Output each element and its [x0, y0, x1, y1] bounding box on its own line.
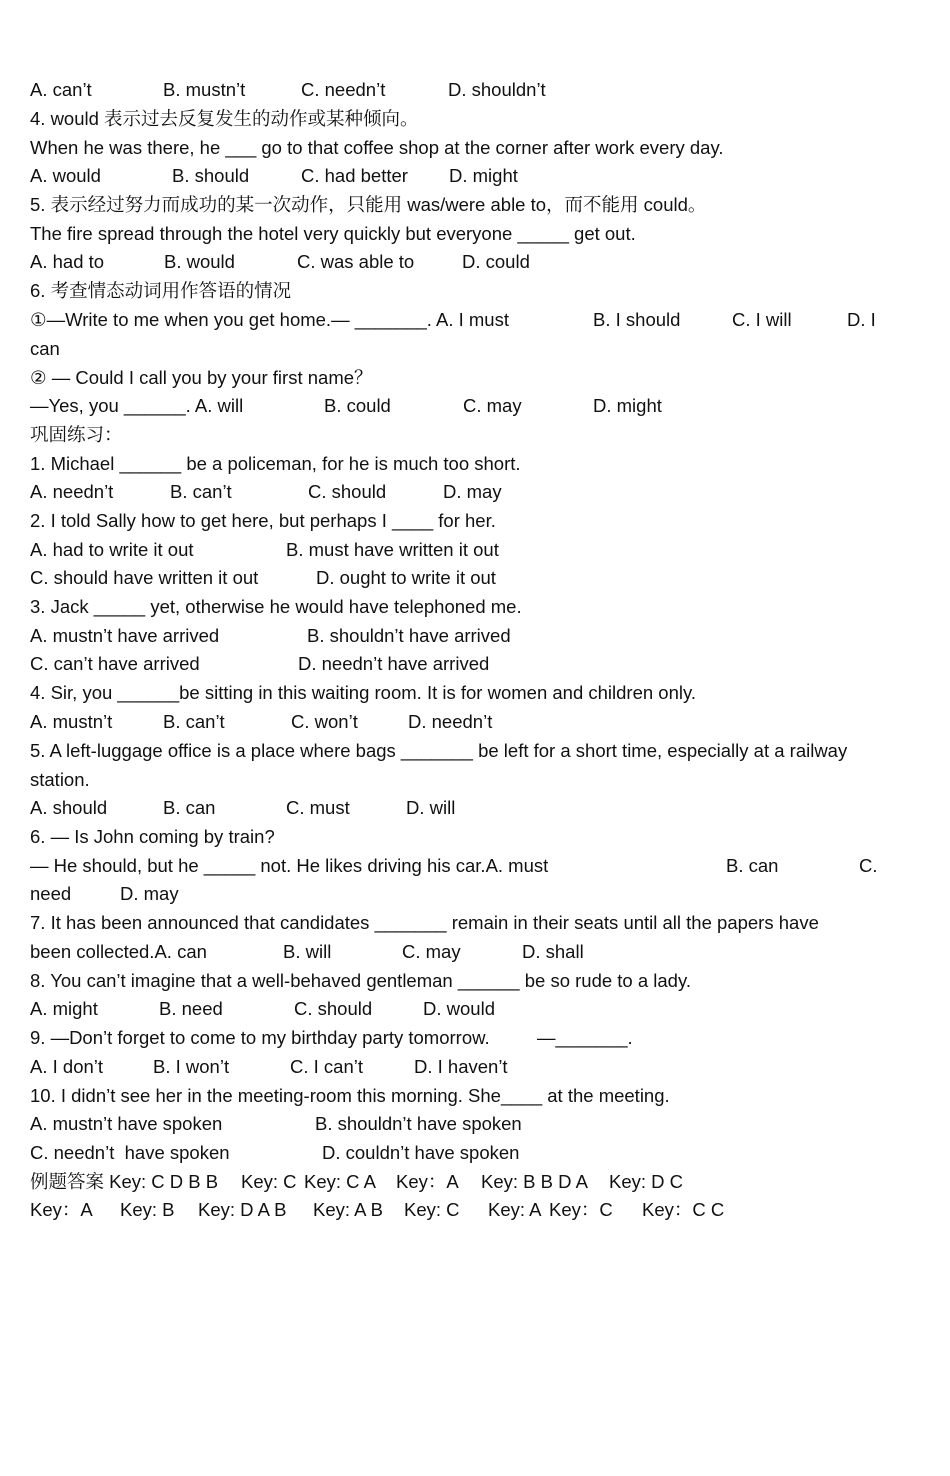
- option-b: B. should: [172, 165, 250, 186]
- section-heading: 5. 表示经过努力而成功的某一次动作，只能用 was/were able to，而不能用 could。: [30, 194, 707, 215]
- option-d: D. may: [120, 883, 179, 904]
- option-c: C. needn’t: [301, 79, 386, 100]
- option-b: B. could: [324, 395, 391, 416]
- option-d: D. could: [462, 251, 530, 272]
- answer-key: Key：C C: [642, 1199, 725, 1220]
- practice-heading: 巩固练习：: [30, 424, 123, 445]
- option-b: B. can’t: [163, 711, 225, 732]
- answer-key: Key: B B D A: [481, 1171, 588, 1192]
- question-5: 5. A left-luggage office is a place where bags _______ be left for a short time, especially at a railway: [30, 740, 848, 761]
- option-c-continued: need: [30, 883, 72, 904]
- option-c: C. I will: [732, 309, 792, 330]
- question-2: 2. I told Sally how to get here, but perhaps I ____ for her.: [30, 510, 496, 531]
- question-with-options: [30, 938, 880, 966]
- options-row: [30, 1139, 880, 1167]
- option-b: B. can’t: [170, 481, 232, 502]
- option-c: C. must: [286, 797, 350, 818]
- option-a: A. might: [30, 998, 98, 1019]
- options-row: [30, 536, 880, 564]
- option-c: C. won’t: [291, 711, 358, 732]
- option-c: C. should: [294, 998, 373, 1019]
- question-10: 10. I didn’t see her in the meeting-room this morning. She____ at the meeting.: [30, 1085, 670, 1106]
- question-6: 6. — Is John coming by train?: [30, 826, 275, 847]
- option-d: D. would: [423, 998, 495, 1019]
- option-c: C. was able to: [297, 251, 415, 272]
- option-c: C. needn’t have spoken: [30, 1142, 230, 1163]
- option-d: D. shouldn’t: [448, 79, 546, 100]
- answer-key: Key: D C: [609, 1171, 684, 1192]
- options-row: [30, 708, 880, 736]
- question-text: ①—Write to me when you get home.— _______. A. I must: [30, 309, 509, 330]
- options-row: [30, 1053, 880, 1081]
- options-row: [30, 248, 880, 276]
- answer-key-row: [30, 1196, 880, 1224]
- option-d: D. I: [847, 309, 876, 330]
- question-9: 9. —Don’t forget to come to my birthday party tomorrow.: [30, 1027, 490, 1048]
- options-row: [30, 650, 880, 678]
- answer-key: Key：A: [30, 1199, 93, 1220]
- question-8: 8. You can’t imagine that a well-behaved gentleman ______ be so rude to a lady.: [30, 970, 691, 991]
- answer-key: 例题答案 Key: C D B B: [30, 1171, 219, 1192]
- option-b: B. can: [163, 797, 216, 818]
- question-1: 1. Michael ______ be a policeman, for he is much too short.: [30, 453, 521, 474]
- question-continued: been collected.A. can: [30, 941, 207, 962]
- option-c: C. I can’t: [290, 1056, 363, 1077]
- option-b: B. must have written it out: [286, 539, 499, 560]
- answer-key: Key：C: [549, 1199, 613, 1220]
- option-b: B. shouldn’t have spoken: [315, 1113, 522, 1134]
- question-text: The fire spread through the hotel very quickly but everyone _____ get out.: [30, 223, 636, 244]
- options-row: [30, 76, 880, 104]
- options-row: [30, 1110, 880, 1138]
- option-d: D. couldn’t have spoken: [322, 1142, 520, 1163]
- option-a: A. can’t: [30, 79, 92, 100]
- option-c: C. should: [308, 481, 387, 502]
- question-text: ② — Could I call you by your first name？: [30, 367, 373, 388]
- answer-key: Key: C: [404, 1199, 460, 1220]
- question-text: When he was there, he ___ go to that coffee shop at the corner after work every day.: [30, 137, 724, 158]
- option-b: B. need: [159, 998, 223, 1019]
- option-b: B. shouldn’t have arrived: [307, 625, 511, 646]
- option-a: A. I don’t: [30, 1056, 104, 1077]
- options-row: [30, 478, 880, 506]
- option-b: B. can: [726, 855, 779, 876]
- option-d: D. ought to write it out: [316, 567, 496, 588]
- option-a: A. had to write it out: [30, 539, 194, 560]
- option-b: B. will: [283, 941, 332, 962]
- answer-key: Key：A: [396, 1171, 459, 1192]
- answer-key: Key: A B: [313, 1199, 383, 1220]
- option-d: D. I haven’t: [414, 1056, 508, 1077]
- option-b: B. I should: [593, 309, 681, 330]
- options-row: [30, 622, 880, 650]
- option-c: C. can’t have arrived: [30, 653, 200, 674]
- option-a: A. mustn’t have spoken: [30, 1113, 223, 1134]
- options-row: [30, 564, 880, 592]
- option-d: D. needn’t: [408, 711, 493, 732]
- answer-prompt: — He should, but he _____ not. He likes driving his car.A. must: [30, 855, 549, 876]
- question-with-options: [30, 852, 880, 880]
- question-with-options: [30, 392, 880, 420]
- option-a: A. should: [30, 797, 108, 818]
- question-4: 4. Sir, you ______be sitting in this waiting room. It is for women and children only.: [30, 682, 697, 703]
- option-d: D. will: [406, 797, 456, 818]
- option-c: C. may: [402, 941, 461, 962]
- option-c: C. may: [463, 395, 522, 416]
- option-d: D. might: [449, 165, 518, 186]
- option-d: D. may: [443, 481, 502, 502]
- question-9-row: [30, 1024, 880, 1052]
- option-c: C.: [859, 855, 878, 876]
- section-heading: 6. 考查情态动词用作答语的情况: [30, 280, 292, 301]
- option-a: A. had to: [30, 251, 105, 272]
- section-heading: 4. would 表示过去反复发生的动作或某种倾向。: [30, 108, 419, 129]
- option-a: A. mustn’t have arrived: [30, 625, 220, 646]
- option-a: A. would: [30, 165, 101, 186]
- answer-key: Key: A: [488, 1199, 542, 1220]
- option-b: B. I won’t: [153, 1056, 230, 1077]
- option-b: B. mustn’t: [163, 79, 246, 100]
- option-c: C. should have written it out: [30, 567, 259, 588]
- question-with-options: [30, 306, 880, 334]
- answer-key: Key: B: [120, 1199, 175, 1220]
- answer-prompt: —Yes, you ______. A. will: [30, 395, 244, 416]
- question-5-continued: station.: [30, 769, 90, 790]
- option-c: C. had better: [301, 165, 408, 186]
- option-a: A. needn’t: [30, 481, 114, 502]
- options-row: [30, 162, 880, 190]
- answer-key: Key: C A: [304, 1171, 376, 1192]
- option-b: B. would: [164, 251, 235, 272]
- answer-key-row: [30, 1168, 880, 1196]
- option-d: D. shall: [522, 941, 584, 962]
- options-row: [30, 880, 880, 908]
- answer-key: Key: D A B: [198, 1199, 287, 1220]
- question-7: 7. It has been announced that candidates _______ remain in their seats until all the papers have: [30, 912, 819, 933]
- answer-key: Key: C: [241, 1171, 297, 1192]
- option-d-continued: can: [30, 338, 60, 359]
- option-d: D. needn’t have arrived: [298, 653, 490, 674]
- option-d: D. might: [593, 395, 662, 416]
- option-a: A. mustn’t: [30, 711, 113, 732]
- question-3: 3. Jack _____ yet, otherwise he would have telephoned me.: [30, 596, 522, 617]
- answer-blank: —_______.: [537, 1027, 633, 1048]
- options-row: [30, 794, 880, 822]
- options-row: [30, 995, 880, 1023]
